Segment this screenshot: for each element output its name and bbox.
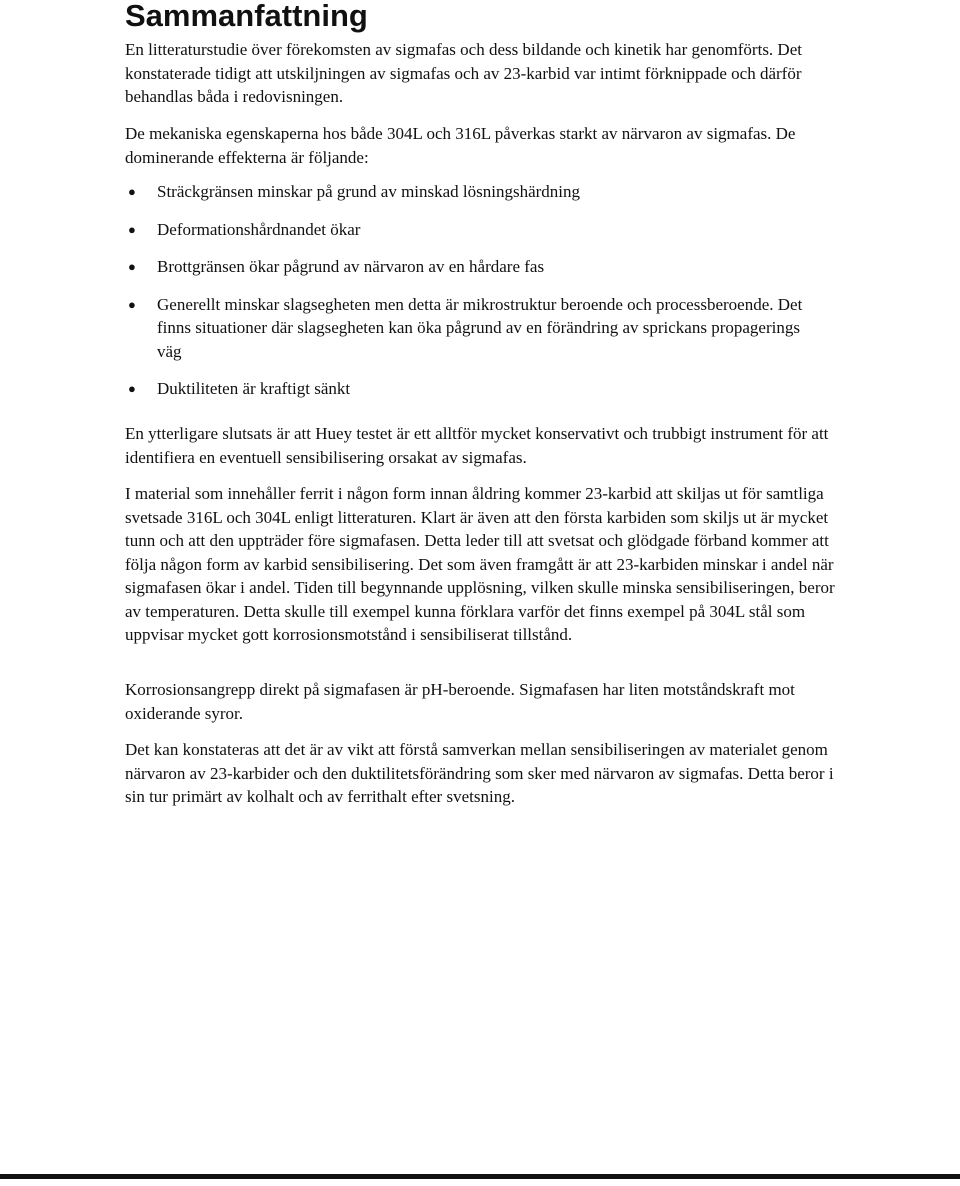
- bullet-icon: ●: [128, 381, 136, 396]
- list-item: [125, 377, 805, 401]
- list-item-text: Brottgränsen ökar pågrund av närvaron av en hårdare fas: [157, 257, 545, 276]
- list-item: [125, 255, 805, 279]
- intro-paragraph-1: En litteraturstudie över förekomsten av sigmafas och dess bildande och kinetik har genomförts. Det konstaterade tidigt att utskiljningen av sigmafas och av 23-karbid var intimt förknippade och därför behandlas båda i redovisningen.: [125, 40, 802, 106]
- conclusion-paragraph-huey: En ytterligare slutsats är att Huey testet är ett alltför mycket konservativt och trubbigt instrument för att identifiera en eventuell sensibilisering orsakat av sigmafas.: [125, 424, 829, 467]
- bullet-icon: ●: [128, 296, 136, 312]
- bullet-icon: ●: [128, 259, 136, 274]
- list-item-text: Sträckgränsen minskar på grund av minskad lösningshärdning: [157, 182, 581, 201]
- list-item-text: Duktiliteten är kraftigt sänkt: [157, 379, 351, 398]
- list-item: [125, 218, 805, 242]
- footer-rule: [0, 1174, 960, 1179]
- conclusion-paragraph-corrosion: Korrosionsangrepp direkt på sigmafasen är pH-beroende. Sigmafasen har liten motståndskraft mot oxiderande syror.: [125, 680, 795, 723]
- bullet-icon: ●: [128, 184, 136, 199]
- conclusion-paragraph-ferrite: I material som innehåller ferrit i någon form innan åldring kommer 23-karbid att skiljas ut för samtliga svetsade 316L och 304L enligt litteraturen. Klart är även att den första karbiden som skiljs ut är mycket tunn och att den uppträder före sigmafasen. Detta leder till att svetsat och glödgade förband kommer att följa någon form av karbid sensibilisering. Det som även framgått är att 23-karbiden minskar i andel när sigmafasen ökar i andel. Tiden till begynnande upplösning, vilken skulle minska sensibiliseringen, beror av temperaturen. Detta skulle till exempel kunna förklara varför det finns exempel på 304L stål som uppvisar mycket gott korrosionsmotstånd i sensibiliserat tillstånd.: [125, 484, 835, 644]
- page-title: Sammanfattning: [125, 0, 368, 33]
- list-item-text: Deformationshårdnandet ökar: [157, 219, 361, 239]
- intro-paragraph-2: De mekaniska egenskaperna hos både 304L och 316L påverkas starkt av närvaron av sigmafas. De dominerande effekterna är följande:: [125, 124, 796, 167]
- list-item-text: Generellt minskar slagsegheten men detta är mikrostruktur beroende och processberoende. Det finns situationer där slagsegheten kan öka pågrund av en förändring av sprickans propagerings väg: [157, 294, 803, 361]
- list-item: [125, 180, 805, 204]
- effects-list: [125, 180, 805, 415]
- bullet-icon: ●: [128, 221, 136, 237]
- list-item: [125, 293, 805, 364]
- conclusion-paragraph-ductility: Det kan konstateras att det är av vikt att förstå samverkan mellan sensibiliseringen av materialet genom närvaron av 23-karbider och den duktilitetsförändring som sker med närvaron av sigmafas. Detta beror i sin tur primärt av kolhalt och av ferrithalt efter svetsning.: [125, 740, 834, 806]
